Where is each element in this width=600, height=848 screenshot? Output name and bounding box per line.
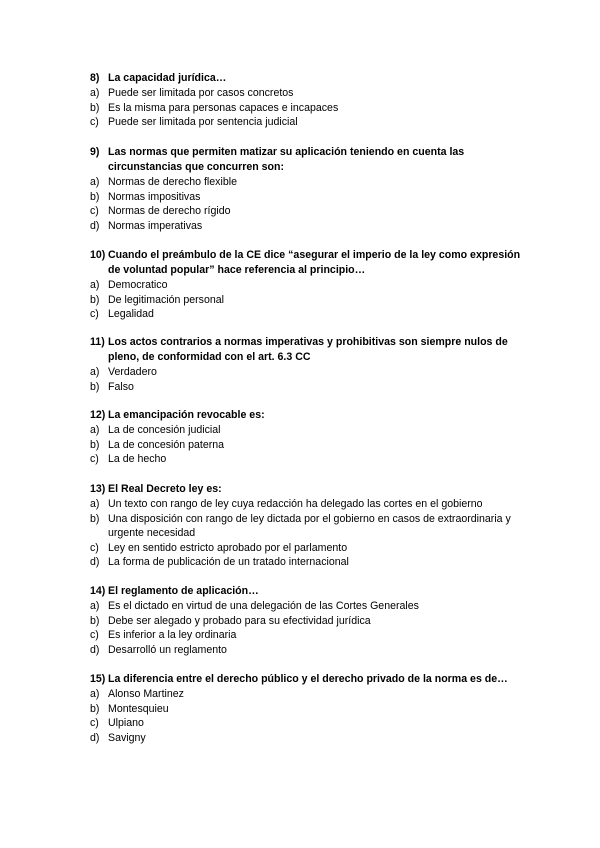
option-letter: b) — [90, 512, 100, 525]
option-text: Normas impositivas — [108, 190, 201, 203]
option — [90, 380, 530, 395]
option — [90, 438, 530, 453]
option-letter: c) — [90, 205, 99, 218]
option-text: Normas de derecho rígido — [108, 205, 231, 218]
option-text: Es el dictado en virtud de una delegación de las Cortes Generales — [108, 600, 419, 612]
option-text: Falso — [108, 380, 134, 393]
option-text: Normas de derecho flexible — [108, 176, 237, 188]
question-14 — [90, 584, 530, 657]
option-text: Es inferior a la ley ordinaria — [108, 629, 237, 642]
option-text: Una disposición con rango de ley dictada por el gobierno en casos de extraordinaria y urgente necesidad — [108, 512, 511, 540]
option-text: La de hecho — [108, 453, 167, 466]
option — [90, 365, 530, 380]
question-number: 13) — [90, 483, 106, 495]
question-11 — [90, 335, 530, 394]
option — [90, 731, 530, 746]
option-letter: a) — [90, 366, 100, 378]
option-text: Alonso Martinez — [108, 688, 184, 700]
option — [90, 190, 530, 205]
option-letter: a) — [90, 600, 100, 612]
question-title — [90, 408, 530, 423]
option-text: Verdadero — [108, 366, 157, 378]
question-12 — [90, 408, 530, 467]
option — [90, 541, 530, 556]
option-text: Puede ser limitada por casos concretos — [108, 87, 294, 99]
option — [90, 115, 530, 130]
question-number: 8) — [90, 72, 100, 84]
option-letter: a) — [90, 279, 100, 291]
question-text: La diferencia entre el derecho público y el derecho privado de la norma es de… — [108, 673, 508, 685]
question-text: Los actos contrarios a normas imperativas y prohibitivas son siempre nulos de pleno, de conformidad con el art. 6.3 CC — [108, 336, 508, 363]
option — [90, 219, 530, 234]
option — [90, 687, 530, 702]
question-title — [90, 248, 530, 278]
option — [90, 716, 530, 731]
question-number: 9) — [90, 146, 100, 158]
option-text: Savigny — [108, 731, 146, 744]
option-letter: a) — [90, 176, 100, 188]
question-13 — [90, 482, 530, 570]
question-text: Cuando el preámbulo de la CE dice “asegurar el imperio de la ley como expresión de voluntad popular” hace referencia al principio… — [108, 249, 521, 276]
question-title — [90, 584, 530, 599]
option-letter: a) — [90, 498, 100, 510]
option — [90, 643, 530, 658]
option — [90, 628, 530, 643]
question-title — [90, 71, 530, 86]
option-text: Montesquieu — [108, 702, 169, 715]
option-text: Desarrolló un reglamento — [108, 643, 227, 656]
option-letter: b) — [90, 380, 100, 393]
question-text: Las normas que permiten matizar su aplicación teniendo en cuenta las circunstancias que concurren son: — [108, 146, 465, 173]
option-letter: b) — [90, 293, 100, 306]
option-text: Democratico — [108, 279, 168, 291]
question-8 — [90, 71, 530, 130]
question-number: 12) — [90, 409, 106, 421]
question-number: 15) — [90, 673, 106, 685]
option-letter: c) — [90, 717, 99, 730]
option-letter: c) — [90, 629, 99, 642]
question-15 — [90, 672, 530, 745]
option-letter: b) — [90, 438, 100, 451]
question-10 — [90, 248, 530, 322]
option — [90, 204, 530, 219]
option-letter: b) — [90, 614, 100, 627]
question-title — [90, 672, 530, 687]
question-number: 10) — [90, 249, 106, 261]
option — [90, 86, 530, 101]
option — [90, 423, 530, 438]
option — [90, 293, 530, 308]
option-text: Puede ser limitada por sentencia judicial — [108, 116, 298, 129]
option-letter: a) — [90, 688, 100, 700]
option — [90, 101, 530, 116]
option-text: Legalidad — [108, 308, 154, 321]
option-letter: d) — [90, 219, 100, 232]
option-letter: a) — [90, 424, 100, 436]
option-text: La forma de publicación de un tratado internacional — [108, 556, 349, 569]
question-text: El reglamento de aplicación… — [108, 585, 259, 597]
option-text: De legitimación personal — [108, 293, 225, 306]
question-number: 14) — [90, 585, 106, 597]
option — [90, 497, 530, 512]
option — [90, 175, 530, 190]
option-letter: b) — [90, 190, 100, 203]
option-text: Ulpiano — [108, 717, 144, 730]
option — [90, 555, 530, 570]
option — [90, 307, 530, 322]
option-text: La de concesión paterna — [108, 438, 225, 451]
option-letter: a) — [90, 87, 100, 99]
option — [90, 614, 530, 629]
option-letter: c) — [90, 116, 99, 129]
option-letter: b) — [90, 702, 100, 715]
question-number: 11) — [90, 336, 105, 348]
option — [90, 278, 530, 293]
option-text: Es la misma para personas capaces e incapaces — [108, 101, 339, 114]
option-letter: b) — [90, 101, 100, 114]
question-title — [90, 335, 530, 365]
question-title — [90, 145, 530, 175]
option — [90, 512, 530, 541]
question-text: La emancipación revocable es: — [108, 409, 265, 421]
option-text: Un texto con rango de ley cuya redacción ha delegado las cortes en el gobierno — [108, 498, 483, 510]
option — [90, 702, 530, 717]
option — [90, 452, 530, 467]
question-text: La capacidad jurídica… — [108, 72, 227, 84]
option-letter: c) — [90, 541, 99, 554]
question-text: El Real Decreto ley es: — [108, 483, 222, 495]
option — [90, 599, 530, 614]
option-text: La de concesión judicial — [108, 424, 221, 436]
option-letter: c) — [90, 453, 99, 466]
option-letter: d) — [90, 643, 100, 656]
option-text: Ley en sentido estricto aprobado por el parlamento — [108, 541, 348, 554]
option-text: Normas imperativas — [108, 219, 203, 232]
question-title — [90, 482, 530, 497]
question-9 — [90, 145, 530, 233]
option-letter: d) — [90, 556, 100, 569]
option-text: Debe ser alegado y probado para su efectividad jurídica — [108, 614, 371, 627]
option-letter: c) — [90, 308, 99, 321]
option-letter: d) — [90, 731, 100, 744]
